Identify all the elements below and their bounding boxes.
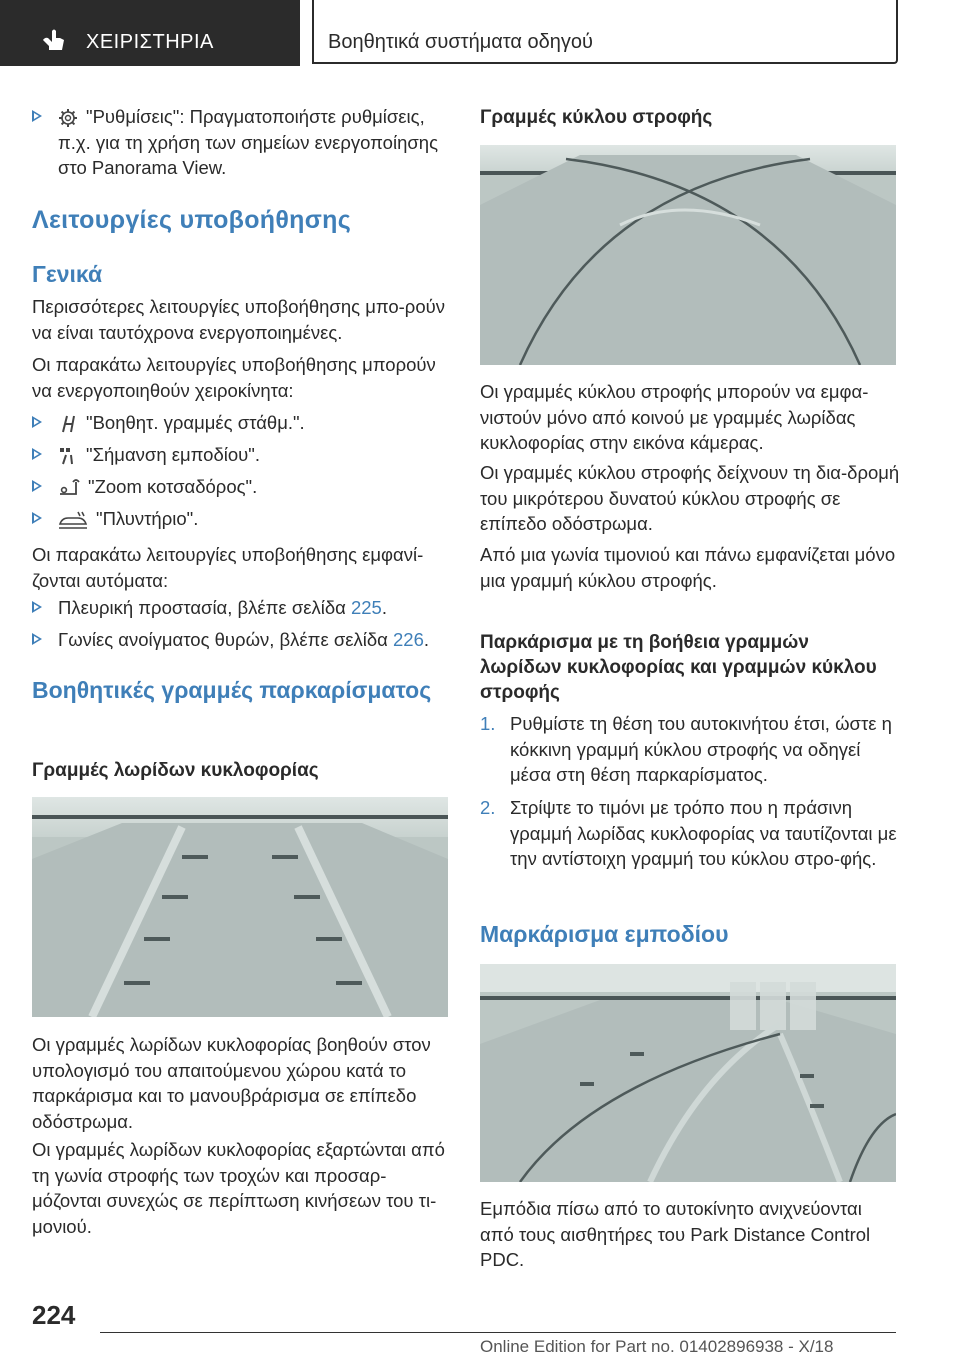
heading-general: Γενικά	[32, 261, 103, 287]
manual-item-hitch-zoom	[32, 474, 452, 500]
step-text: Ρυθμίστε τη θέση του αυτοκινήτου έτσι, ώστε η κόκκινη γραμμή κύκλου στροφής να οδηγεί μέσα στη θέση παρκαρίσματος.	[510, 713, 892, 785]
heading-obstacle-marking: Μαρκάρισμα εμποδίου	[480, 921, 729, 947]
punctuation: .	[381, 597, 387, 618]
footer-divider	[100, 1332, 896, 1333]
bullet-marker	[32, 110, 42, 122]
trailer-hitch-icon	[58, 478, 80, 498]
parking-lines-icon	[58, 414, 78, 434]
step-2	[480, 795, 900, 899]
page-link-225[interactable]: 225	[350, 597, 382, 618]
manual-item-text: "Zoom κοτσαδόρος".	[88, 476, 258, 497]
paragraph-auto-functions: Οι παρακάτω λειτουργίες υποβοήθησης εμφανί-ζονται αυτόματα:	[32, 544, 424, 591]
obstacle-marking-icon	[58, 446, 78, 466]
car-wash-icon	[58, 510, 88, 530]
paragraph-lane-lines-steering: Οι γραμμές λωρίδων κυκλοφορίας εξαρτώνται από τη γωνία στροφής των τροχών και προσαρ-μόζονται συνεχώς σε περίπτωση κινήσεων του τι-μονιού.	[32, 1139, 445, 1237]
bullet-marker	[32, 480, 42, 492]
heading-functions: Λειτουργίες υποβοήθησης	[32, 206, 352, 234]
heading-turning-circle: Γραμμές κύκλου στροφής	[480, 107, 713, 128]
hand-pointer-icon	[40, 28, 66, 52]
bullet-marker	[32, 633, 42, 645]
manual-section-tab	[0, 0, 300, 66]
turning-circle-image	[480, 145, 896, 365]
punctuation: .	[423, 629, 430, 650]
paragraph-turning-display: Οι γραμμές κύκλου στροφής μπορούν να εμφα-νιστούν μόνο από κοινού με γραμμές λωρίδας κυκλοφορίας στην εικόνα κάμερας.	[480, 381, 869, 453]
manual-item-car-wash	[32, 506, 452, 532]
auto-item-text: Πλευρική προστασία, βλέπε σελίδα	[58, 597, 351, 618]
settings-bullet-text: "Ρυθμίσεις": Πραγματοποιήστε ρυθμίσεις, π.χ. για τη χρήση των σημείων ενεργοποίησης στο Panorama View.	[58, 106, 438, 178]
bullet-marker	[32, 416, 42, 428]
bullet-marker	[32, 512, 42, 524]
manual-item-text: "Βοηθητ. γραμμές στάθμ.".	[86, 412, 305, 433]
lane-lines-image	[32, 797, 448, 1017]
manual-label: ΧΕΙΡΙΣΤΗΡΙΑ	[86, 31, 214, 53]
paragraph-turning-single: Από μια γωνία τιμονιού και πάνω εμφανίζεται μόνο μια γραμμή κύκλου στροφής.	[480, 544, 896, 591]
bullet-marker	[32, 601, 42, 613]
page-header	[0, 0, 960, 66]
bullet-marker	[32, 448, 42, 460]
heading-parking-lines: Βοηθητικές γραμμές παρκαρίσματος	[32, 677, 432, 703]
heading-lane-lines: Γραμμές λωρίδων κυκλοφορίας	[32, 760, 319, 781]
auto-item-side-protection	[32, 595, 452, 621]
paragraph-multiple-functions: Περισσότερες λειτουργίες υποβοήθησης μπο-ρούν να είναι ταυτόχρονα ενεργοποιημένες.	[32, 296, 445, 343]
page-link-226[interactable]: 226	[393, 629, 424, 650]
manual-item-text: "Πλυντήριο".	[96, 508, 199, 529]
paragraph-obstacle-sensors: Εμπόδια πίσω από το αυτοκίνητο ανιχνεύονται από τους αισθητήρες του Park Distance Control PDC.	[480, 1198, 871, 1270]
manual-item-text: "Σήμανση εμποδίου".	[86, 444, 260, 465]
manual-item-obstacle-marking	[32, 442, 452, 468]
gear-icon	[58, 108, 78, 128]
paragraph-lane-lines-purpose: Οι γραμμές λωρίδων κυκλοφορίας βοηθούν στον υπολογισμό του απαιτούμενου χώρου κατά το παρκάρισμα και το μανουβράρισμα σε επίπεδο οδόστρωμα.	[32, 1034, 431, 1132]
obstacle-marking-image	[480, 964, 896, 1182]
step-1	[480, 711, 900, 791]
step-number: 1.	[480, 713, 496, 734]
page-number: 224	[32, 1300, 76, 1330]
paragraph-manual-functions: Οι παρακάτω λειτουργίες υποβοήθησης μπορούν να ενεργοποιηθούν χειροκίνητα:	[32, 354, 436, 401]
settings-bullet	[32, 104, 452, 184]
chapter-title-box	[312, 0, 898, 64]
auto-item-text: Γωνίες ανοίγματος θυρών, βλέπε σελίδα	[58, 629, 393, 650]
heading-parking-with-lines: Παρκάρισμα με τη βοήθεια γραμμών λωρίδων κυκλοφορίας και γραμμών κύκλου στροφής	[480, 632, 877, 703]
manual-item-parking-lines	[32, 410, 452, 436]
step-number: 2.	[480, 797, 496, 818]
step-text: Στρίψτε το τιμόνι με τρόπο που η πράσινη γραμμή λωρίδας κυκλοφορίας να ταυτίζονται με την αντίστοιχη γραμμή του κύκλου στρο-φής.	[510, 797, 897, 869]
section-title: Βοηθητικά συστήματα οδηγού	[328, 31, 593, 53]
footer-edition: Online Edition for Part no. 01402896938 - X/18	[480, 1337, 834, 1356]
auto-item-door-angles	[32, 627, 452, 653]
paragraph-turning-path: Οι γραμμές κύκλου στροφής δείχνουν τη δια-δρομή του μικρότερου δυνατού κύκλου στροφής σε επίπεδο οδόστρωμα.	[480, 462, 900, 534]
